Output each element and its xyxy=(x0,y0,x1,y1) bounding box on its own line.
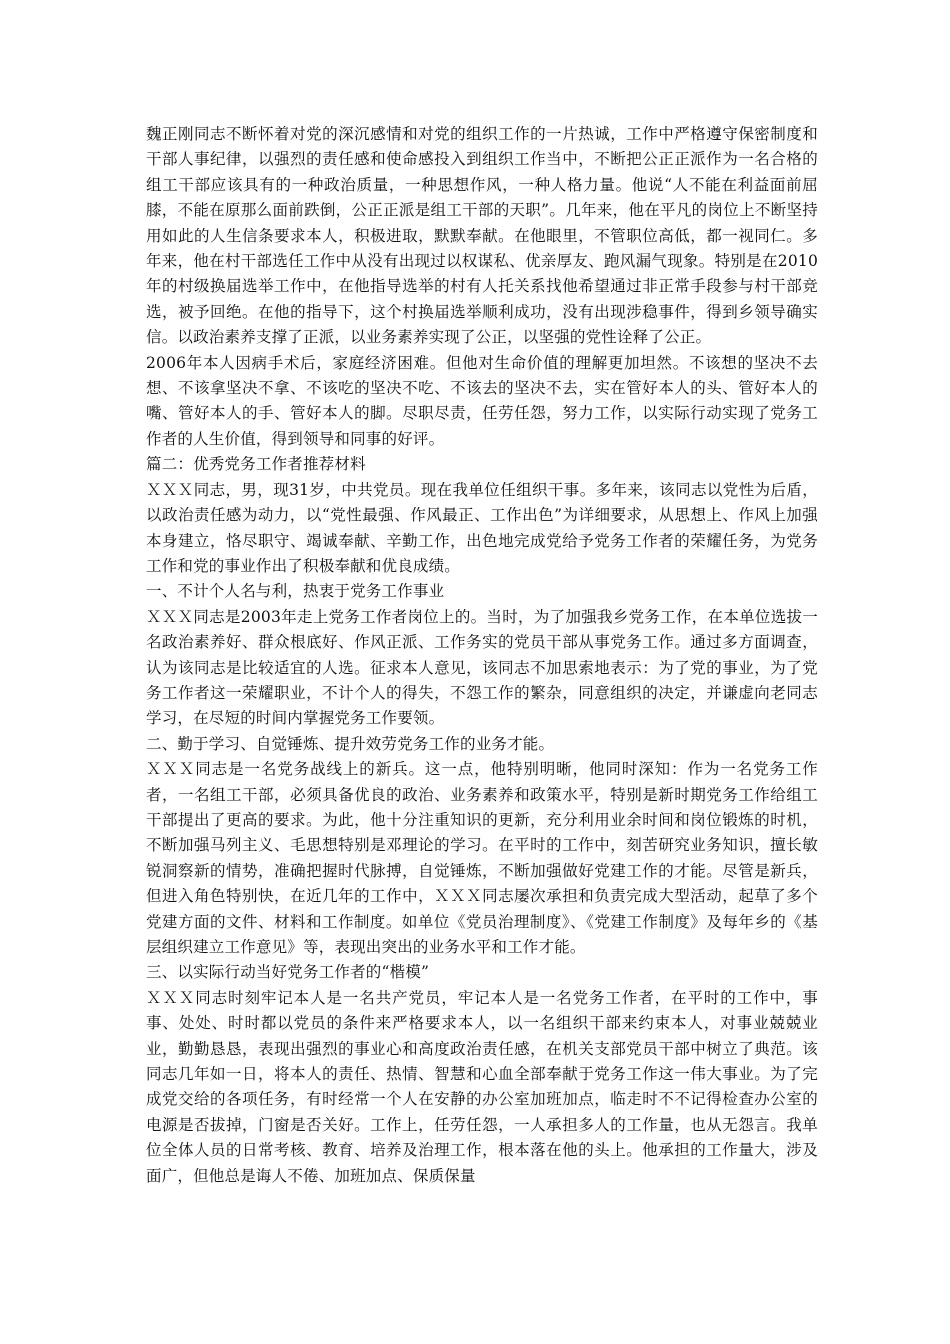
paragraph-section-three: ＸＸＸ同志时刻牢记本人是一名共产党员，牢记本人是一名党务工作者，在平时的工作中，事事、处处、时时都以党员的条件来严格要求本人，以一名组织干部来约束本人，对事业兢兢业业，勤勤恳恳，表现出强烈的事业心和高度政治责任感，在机关支部党员干部中树立了典范。该同志几年如一日，将本人的责任、热情、智慧和心血全部奉献于党务工作这一伟大事业。为了完成党交给的各项任务，有时经常一个人在安静的办公室加班加点，临走时不不记得检查办公室的电源是否拔掉，门窗是否关好。工作上，任劳任怨，一人承担多人的工作量，也从无怨言。我单位全体人员的日常考核、教育、培养及治理工作，根本落在他的头上。他承担的工作量大，涉及面广，但他总是诲人不倦、加班加点、保质保量 xyxy=(146,988,818,1185)
paragraph-integrity: 魏正刚同志不断怀着对党的深沉感情和对党的组织工作的一片热诚，工作中严格遵守保密制度和干部人事纪律，以强烈的责任感和使命感投入到组织工作当中，不断把公正正派作为一名合格的组工干部应该具有的一种政治质量，一种思想作风，一种人格力量。他说“人不能在利益面前屈膝，不能在原那么面前跌倒，公正正派是组工干部的天职”。几年来，他在平凡的岗位上不断坚持用如此的人生信条要求本人，积极进取，默默奉献。在他眼里，不管职位高低，都一视同仁。多年来，他在村干部选任工作中从没有出现过以权谋私、优亲厚友、跑风漏气现象。特别是在2010年的村级换届选举工作中，在他指导选举的村有人托关系找他希望通过非正常手段参与村干部竞选，被予回绝。在他的指导下，这个村换届选举顺利成功，没有出现涉稳事件，得到乡领导确实信。以政治素养支撑了正派，以业务素养实现了公正，以坚强的党性诠释了公正。 xyxy=(146,125,818,347)
paragraph-section-one: ＸＸＸ同志是2003年走上党务工作者岗位上的。当时，为了加强我乡党务工作，在本单位选拔一名政治素养好、群众根底好、作风正派、工作务实的党员干部从事党务工作。通过多方面调查，认为该同志是比较适宜的人选。征求本人意见，该同志不加思索地表示：为了党的事业，为了党务工作者这一荣耀职业，不计个人的得失，不怨工作的繁杂，同意组织的决定，并谦虚向老同志学习，在尽短的时间内掌握党务工作要领。 xyxy=(146,607,818,728)
paragraph-illness: 2006年本人因病手术后，家庭经济困难。但他对生命价值的理解更加坦然。不该想的坚决不去想、不该拿坚决不拿、不该吃的坚决不吃、不该去的坚决不去，实在管好本人的头、管好本人的嘴、管好本人的手、管好本人的脚。尽职尽责，任劳任怨，努力工作，以实际行动实现了党务工作者的人生价值，得到领导和同事的好评。 xyxy=(146,353,818,448)
heading-section-one: 一、不计个人名与利，热衷于党务工作事业 xyxy=(146,582,445,601)
heading-section-three: 三、以实际行动当好党务工作者的“楷模” xyxy=(146,963,430,982)
heading-section-two: 二、勤于学习、自觉锤炼、提升效劳党务工作的业务才能。 xyxy=(146,734,555,753)
section-title-part-two: 篇二：优秀党务工作者推荐材料 xyxy=(146,455,366,474)
document-body xyxy=(146,122,818,1189)
paragraph-section-two: ＸＸＸ同志是一名党务战线上的新兵。这一点，他特别明晰，他同时深知：作为一名党务工作者，一名组工干部，必须具备优良的政治、业务素养和政策水平，特别是新时期党务工作给组工干部提出了更高的要求。为此，他十分注重知识的更新，充分利用业余时间和岗位锻炼的时机，不断加强马列主义、毛思想特别是邓理论的学习。在平时的工作中，刻苦研究业务知识，擅长敏锐洞察新的情势，准确把握时代脉搏，自觉锤炼，不断加强做好党建工作的才能。尽管是新兵，但进入角色特别快，在近几年的工作中，ＸＸＸ同志屡次承担和负责完成大型活动，起草了多个党建方面的文件、材料和工作制度。如单位《党员治理制度》、《党建工作制度》及每年乡的《基层组织建立工作意见》等，表现出突出的业务水平和工作才能。 xyxy=(146,760,818,956)
paragraph-intro: ＸＸＸ同志，男，现31岁，中共党员。现在我单位任组织干事。多年来，该同志以党性为后盾，以政治责任感为动力，以“党性最强、作风最正、工作出色”为详细要求，从思想上、作风上加强本身建立，恪尽职守、竭诚奉献、辛勤工作，出色地完成党给予党务工作者的荣耀任务，为党务工作和党的事业作出了积极奉献和优良成绩。 xyxy=(146,480,818,575)
